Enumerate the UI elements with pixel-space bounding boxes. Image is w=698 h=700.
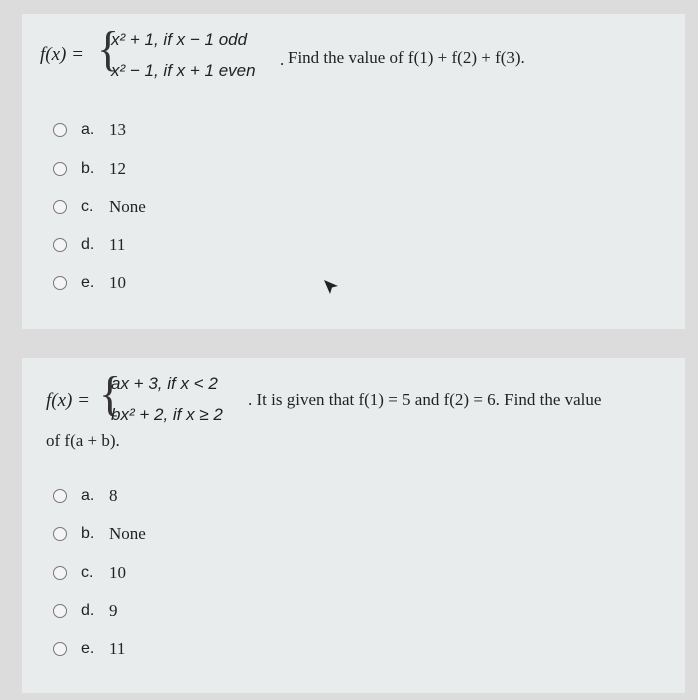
option-text: 9 bbox=[109, 601, 118, 620]
radio-button[interactable] bbox=[53, 276, 67, 290]
option-c[interactable] bbox=[53, 195, 146, 219]
separator-dot: . bbox=[280, 50, 285, 69]
option-e[interactable] bbox=[53, 637, 125, 661]
option-text: 10 bbox=[109, 563, 126, 582]
option-letter: b. bbox=[81, 525, 95, 542]
question-prompt: Find the value of f(1) + f(2) + f(3). bbox=[288, 48, 525, 67]
option-a[interactable] bbox=[53, 118, 126, 142]
option-letter: c. bbox=[81, 198, 94, 215]
option-text: None bbox=[109, 524, 146, 543]
option-text: 13 bbox=[109, 120, 126, 139]
radio-button[interactable] bbox=[53, 604, 67, 618]
option-letter: e. bbox=[81, 640, 95, 657]
option-e[interactable] bbox=[53, 271, 126, 295]
option-letter: d. bbox=[81, 236, 95, 253]
question-prompt: . It is given that f(1) = 5 and f(2) = 6. Find the value bbox=[248, 390, 602, 409]
option-b[interactable] bbox=[53, 157, 126, 181]
case-1: x² + 1, if x − 1 odd bbox=[111, 30, 248, 49]
mouse-cursor-icon bbox=[322, 278, 340, 296]
option-c[interactable] bbox=[53, 561, 126, 585]
option-letter: a. bbox=[81, 121, 95, 138]
radio-button[interactable] bbox=[53, 123, 67, 137]
option-letter: e. bbox=[81, 274, 95, 291]
function-label: f(x) = bbox=[46, 390, 90, 411]
option-letter: b. bbox=[81, 160, 95, 177]
question-card-1 bbox=[22, 14, 685, 329]
option-d[interactable] bbox=[53, 233, 125, 257]
option-letter: c. bbox=[81, 564, 94, 581]
brace: { bbox=[97, 21, 120, 76]
radio-button[interactable] bbox=[53, 162, 67, 176]
radio-button[interactable] bbox=[53, 238, 67, 252]
radio-button[interactable] bbox=[53, 489, 67, 503]
case-2: bx² + 2, if x ≥ 2 bbox=[111, 405, 223, 424]
question-card-2 bbox=[22, 358, 685, 693]
option-text: 11 bbox=[109, 639, 126, 658]
option-letter: a. bbox=[81, 487, 95, 504]
function-label: f(x) = bbox=[40, 44, 84, 65]
radio-button[interactable] bbox=[53, 200, 67, 214]
question-prompt-continued: of f(a + b). bbox=[46, 431, 120, 450]
radio-button[interactable] bbox=[53, 527, 67, 541]
radio-button[interactable] bbox=[53, 642, 67, 656]
option-text: 11 bbox=[109, 235, 126, 254]
option-b[interactable] bbox=[53, 522, 146, 546]
option-a[interactable] bbox=[53, 484, 118, 508]
option-text: None bbox=[109, 197, 146, 216]
option-text: 12 bbox=[109, 159, 126, 178]
case-2: x² − 1, if x + 1 even bbox=[111, 61, 256, 80]
option-text: 8 bbox=[109, 486, 118, 505]
option-letter: d. bbox=[81, 602, 95, 619]
option-text: 10 bbox=[109, 273, 126, 292]
radio-button[interactable] bbox=[53, 566, 67, 580]
case-1: ax + 3, if x < 2 bbox=[111, 374, 218, 393]
brace: { bbox=[99, 366, 122, 421]
option-d[interactable] bbox=[53, 599, 118, 623]
